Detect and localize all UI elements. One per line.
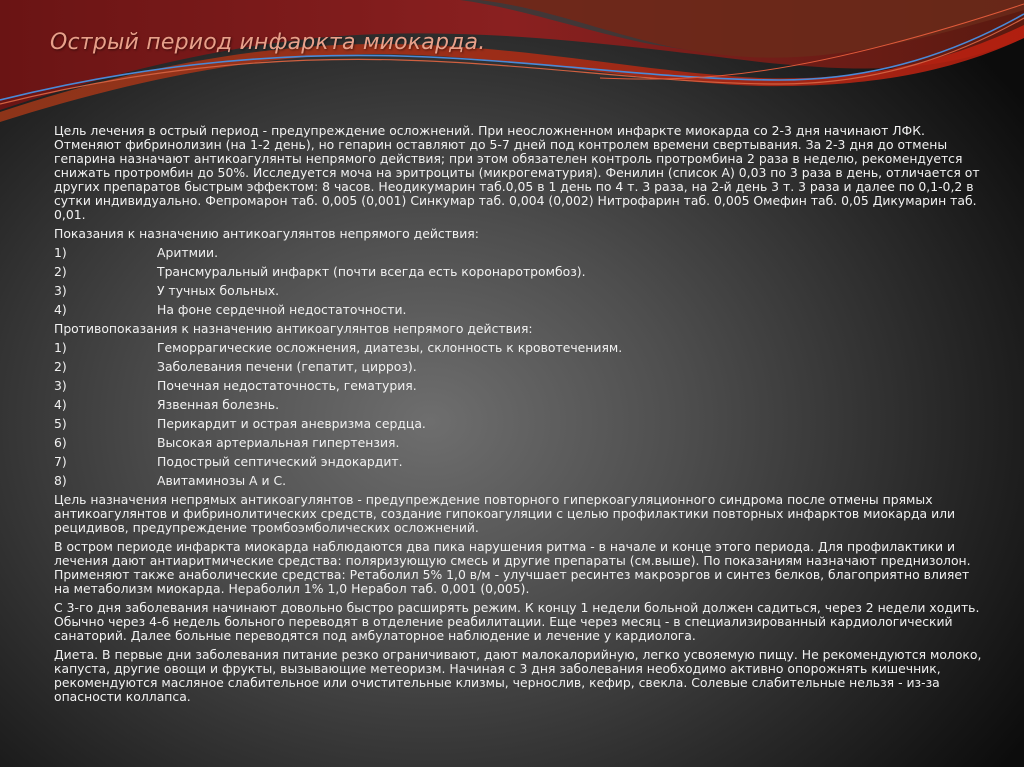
list-item [54,436,984,450]
decorative-wave-background [0,0,1024,130]
list-item [54,360,984,374]
item-text: Аритмии. [157,245,219,260]
item-number: 3) [54,378,67,393]
slide-body [54,124,984,709]
item-text: У тучных больных. [157,283,280,298]
list-item [54,379,984,393]
item-text: Язвенная болезнь. [157,397,280,412]
item-text: Подострый септический эндокардит. [157,454,403,469]
list-item [54,246,984,260]
item-number: 4) [54,397,67,412]
arrhythmia-paragraph: В остром периоде инфаркта миокарда наблюдаются два пика нарушения ритма - в начале и конце этого периода. Для профилактики и лечения дают антиаритмические средства: поляризующую смесь и другие препараты (см.выше). По показаниям назначают преднизолон. Применяют также анаболические средства: Ретаболил 5% 1,0 в/м - улучшает ресинтез макроэргов и синтез белков, благоприятно влияет на метаболизм миокарда. Нераболил 1% 1,0 Нерабол таб. 0,001 (0,005). [54,539,971,596]
list-item [54,417,984,431]
item-number: 1) [54,245,67,260]
list-item [54,265,984,279]
item-number: 4) [54,302,67,317]
list-item [54,284,984,298]
item-text: Высокая артериальная гипертензия. [157,435,400,450]
list-item [54,455,984,469]
item-number: 7) [54,454,67,469]
list-item [54,398,984,412]
item-number: 1) [54,340,67,355]
item-text: Трансмуральный инфаркт (почти всегда есть коронаротромбоз). [157,264,586,279]
item-text: Перикардит и острая аневризма сердца. [157,416,426,431]
item-number: 2) [54,264,67,279]
item-number: 3) [54,283,67,298]
item-number: 6) [54,435,67,450]
regimen-paragraph: С 3-го дня заболевания начинают довольно быстро расширять режим. К концу 1 недели больной должен садиться, через 2 недели ходить. Обычно через 4-6 недель больного переводят в отделение реабилитации. Еще через месяц - в специализированный кардиологический санаторий. Далее больные переводятся под амбулаторное наблюдение и лечение у кардиолога. [54,600,980,643]
list-item [54,474,984,488]
item-text: На фоне сердечной недостаточности. [157,302,407,317]
list-item [54,303,984,317]
slide-title: Острый период инфаркта миокарда. [50,30,486,55]
item-text: Геморрагические осложнения, диатезы, склонность к кровотечениям. [157,340,623,355]
indications-list [54,246,984,317]
item-number: 8) [54,473,67,488]
list-item [54,341,984,355]
item-text: Почечная недостаточность, гематурия. [157,378,417,393]
contraindications-heading: Противопоказания к назначению антикоагулянтов непрямого действия: [54,321,533,336]
item-number: 2) [54,359,67,374]
item-text: Авитаминозы А и С. [157,473,287,488]
indications-heading: Показания к назначению антикоагулянтов непрямого действия: [54,226,479,241]
intro-paragraph: Цель лечения в острый период - предупреждение осложнений. При неосложненном инфаркте миокарда со 2-3 дня начинают ЛФК. Отменяют фибринолизин (на 1-2 день), но гепарин оставляют до 5-7 дней под контролем времени свертывания. За 2-3 дня до отмены гепарина назначают антикоагулянты непрямого действия; при этом обязателен контроль протромбина 2 раза в неделю, рекомендуется снижать протромбин до 50%. Исследуется моча на эритроциты (микрогематурия). Фенилин (список А) 0,03 по 3 раза в день, отличается от других препаратов быстрым эффектом: 8 часов. Неодикумарин таб.0,05 в 1 день по 4 т. 3 раза, на 2-й день 3 т. 3 раза и далее по 0,1-0,2 в сутки индивидуально. Фепромарон таб. 0,005 (0,001) Синкумар таб. 0,004 (0,002) Нитрофарин таб. 0,005 Омефин таб. 0,05 Дикумарин таб. 0,01. [54,123,980,222]
item-number: 5) [54,416,67,431]
diet-paragraph: Диета. В первые дни заболевания питание резко ограничивают, дают малокалорийную, легко усвояемую пищу. Не рекомендуются молоко, капуста, другие овощи и фрукты, вызывающие метеоризм. Начиная с 3 дня заболевания необходимо активно опорожнять кишечник, рекомендуются масляное слабительное или очистительные клизмы, чернослив, кефир, свекла. Солевые слабительные нельзя - из-за опасности коллапса. [54,647,982,704]
item-text: Заболевания печени (гепатит, цирроз). [157,359,417,374]
contraindications-list [54,341,984,488]
goal-paragraph: Цель назначения непрямых антикоагулянтов - предупреждение повторного гиперкоагуляционного синдрома после отмены прямых антикоагулянтов и фибринолитических средств, создание гипокоагуляции с целью профилактики повторных инфарктов миокарда или рецидивов, предупреждение тромбоэмболических осложнений. [54,492,956,535]
